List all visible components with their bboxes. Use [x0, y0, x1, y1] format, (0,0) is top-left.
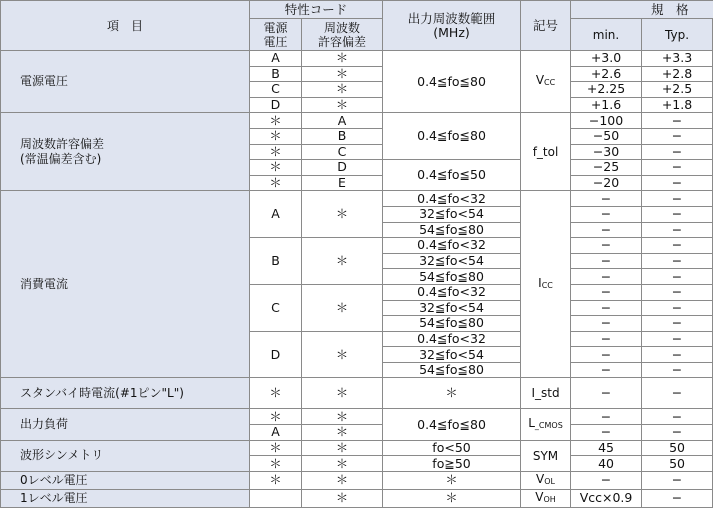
symbol-sym: SYM [521, 440, 571, 471]
min-value: − [571, 425, 642, 441]
header-char-code: 特性コード [250, 1, 383, 19]
freq-range: 54≦fo≦80 [383, 316, 521, 332]
typ-value: − [642, 238, 713, 254]
tolerance-code: ＊ [302, 409, 383, 425]
category-symmetry: 波形シンメトリ [1, 440, 250, 471]
category-vol: 0レベル電圧 [1, 471, 250, 489]
voltage-code: ＊ [250, 144, 302, 160]
symbol-ftol: f_tol [521, 113, 571, 191]
voltage-code: ＊ [250, 113, 302, 129]
voltage-code: A [250, 51, 302, 67]
min-value: +3.0 [571, 51, 642, 67]
voltage-code: B [250, 66, 302, 82]
min-value: +1.6 [571, 97, 642, 113]
tolerance-code: ＊ [302, 425, 383, 441]
min-value: − [571, 362, 642, 378]
freq-range: ＊ [383, 471, 521, 489]
min-value: − [571, 378, 642, 409]
min-value: −50 [571, 128, 642, 144]
voltage-code: ＊ [250, 471, 302, 489]
min-value: − [571, 238, 642, 254]
typ-value: − [642, 144, 713, 160]
freq-range: 54≦fo≦80 [383, 222, 521, 238]
symbol-icc: ICC [521, 191, 571, 378]
tolerance-code: ＊ [302, 82, 383, 98]
voltage-code: ＊ [250, 160, 302, 176]
typ-value: − [642, 222, 713, 238]
typ-value: 50 [642, 456, 713, 472]
tolerance-code: ＊ [302, 238, 383, 285]
header-freq-range: 出力周波数範囲 (MHz) [383, 1, 521, 51]
freq-range: 32≦fo<54 [383, 253, 521, 269]
voltage-code: D [250, 97, 302, 113]
tolerance-code: ＊ [302, 456, 383, 472]
typ-value: − [642, 128, 713, 144]
typ-value: +3.3 [642, 51, 713, 67]
min-value: − [571, 191, 642, 207]
voltage-code: C [250, 284, 302, 331]
header-typ: Typ. [642, 19, 713, 51]
typ-value: − [642, 425, 713, 441]
freq-range: 0.4≦fo<32 [383, 238, 521, 254]
header-spec: 規 格 [571, 1, 713, 19]
typ-value: − [642, 331, 713, 347]
header-freq-tolerance: 周波数 許容偏差 [302, 19, 383, 51]
typ-value: − [642, 160, 713, 176]
min-value: −100 [571, 113, 642, 129]
freq-range: 0.4≦fo<32 [383, 284, 521, 300]
freq-range: 32≦fo<54 [383, 206, 521, 222]
tolerance-code: ＊ [302, 97, 383, 113]
min-value: − [571, 409, 642, 425]
typ-value: − [642, 175, 713, 191]
typ-value: − [642, 471, 713, 489]
typ-value: +2.5 [642, 82, 713, 98]
header-power-voltage: 電源 電圧 [250, 19, 302, 51]
tolerance-code: ＊ [302, 471, 383, 489]
symbol-vol: VOL [521, 471, 571, 489]
freq-range: 0.4≦fo≦50 [383, 160, 521, 191]
voltage-code: ＊ [250, 175, 302, 191]
freq-range: 0.4≦fo≦80 [383, 409, 521, 440]
freq-range: 54≦fo≦80 [383, 362, 521, 378]
freq-range: ＊ [383, 489, 521, 507]
freq-range: fo<50 [383, 440, 521, 456]
typ-value: − [642, 269, 713, 285]
symbol-lcmos: L_CMOS [521, 409, 571, 440]
min-value: −25 [571, 160, 642, 176]
min-value: −30 [571, 144, 642, 160]
tolerance-code: A [302, 113, 383, 129]
tolerance-code: ＊ [302, 440, 383, 456]
voltage-code: D [250, 331, 302, 378]
voltage-code [250, 489, 302, 507]
tolerance-code: ＊ [302, 331, 383, 378]
voltage-code: C [250, 82, 302, 98]
tolerance-code: C [302, 144, 383, 160]
freq-range: fo≧50 [383, 456, 521, 472]
voltage-code: ＊ [250, 128, 302, 144]
voltage-code: ＊ [250, 378, 302, 409]
min-value: +2.6 [571, 66, 642, 82]
typ-value: 50 [642, 440, 713, 456]
typ-value: +1.8 [642, 97, 713, 113]
tolerance-code: ＊ [302, 51, 383, 67]
typ-value: − [642, 253, 713, 269]
min-value: − [571, 284, 642, 300]
typ-value: − [642, 489, 713, 507]
tolerance-code: B [302, 128, 383, 144]
min-value: +2.25 [571, 82, 642, 98]
freq-range: 32≦fo<54 [383, 300, 521, 316]
min-value: 45 [571, 440, 642, 456]
min-value: Vcc×0.9 [571, 489, 642, 507]
freq-range: 32≦fo<54 [383, 347, 521, 363]
tolerance-code: ＊ [302, 284, 383, 331]
min-value: − [571, 347, 642, 363]
header-symbol: 記号 [521, 1, 571, 51]
typ-value: − [642, 362, 713, 378]
typ-value: − [642, 113, 713, 129]
min-value: − [571, 316, 642, 332]
category-voltage: 電源電圧 [1, 51, 250, 113]
voltage-code: ＊ [250, 409, 302, 425]
category-voh: 1レベル電圧 [1, 489, 250, 507]
min-value: 40 [571, 456, 642, 472]
typ-value: − [642, 409, 713, 425]
freq-range: 54≦fo≦80 [383, 269, 521, 285]
tolerance-code: ＊ [302, 378, 383, 409]
category-current: 消費電流 [1, 191, 250, 378]
voltage-code: ＊ [250, 440, 302, 456]
min-value: −20 [571, 175, 642, 191]
symbol-voh: VOH [521, 489, 571, 507]
category-tolerance: 周波数許容偏差 (常温偏差含む) [1, 113, 250, 191]
category-load: 出力負荷 [1, 409, 250, 440]
voltage-code: A [250, 191, 302, 238]
tolerance-code: ＊ [302, 191, 383, 238]
typ-value: − [642, 378, 713, 409]
min-value: − [571, 471, 642, 489]
voltage-code: A [250, 425, 302, 441]
freq-range: 0.4≦fo≦80 [383, 51, 521, 113]
typ-value: +2.8 [642, 66, 713, 82]
typ-value: − [642, 284, 713, 300]
typ-value: − [642, 206, 713, 222]
voltage-code: ＊ [250, 456, 302, 472]
min-value: − [571, 331, 642, 347]
typ-value: − [642, 316, 713, 332]
min-value: − [571, 269, 642, 285]
category-standby: スタンバイ時電流(#1ピン"L") [1, 378, 250, 409]
tolerance-code: ＊ [302, 66, 383, 82]
min-value: − [571, 222, 642, 238]
min-value: − [571, 253, 642, 269]
header-item: 項 目 [1, 1, 250, 51]
symbol-vcc: VCC [521, 51, 571, 113]
tolerance-code: ＊ [302, 489, 383, 507]
typ-value: − [642, 300, 713, 316]
freq-range: ＊ [383, 378, 521, 409]
tolerance-code: D [302, 160, 383, 176]
min-value: − [571, 300, 642, 316]
header-min: min. [571, 19, 642, 51]
symbol-istd: I_std [521, 378, 571, 409]
freq-range: 0.4≦fo<32 [383, 331, 521, 347]
min-value: − [571, 206, 642, 222]
voltage-code: B [250, 238, 302, 285]
typ-value: − [642, 191, 713, 207]
tolerance-code: E [302, 175, 383, 191]
freq-range: 0.4≦fo<32 [383, 191, 521, 207]
typ-value: − [642, 347, 713, 363]
freq-range: 0.4≦fo≦80 [383, 113, 521, 160]
